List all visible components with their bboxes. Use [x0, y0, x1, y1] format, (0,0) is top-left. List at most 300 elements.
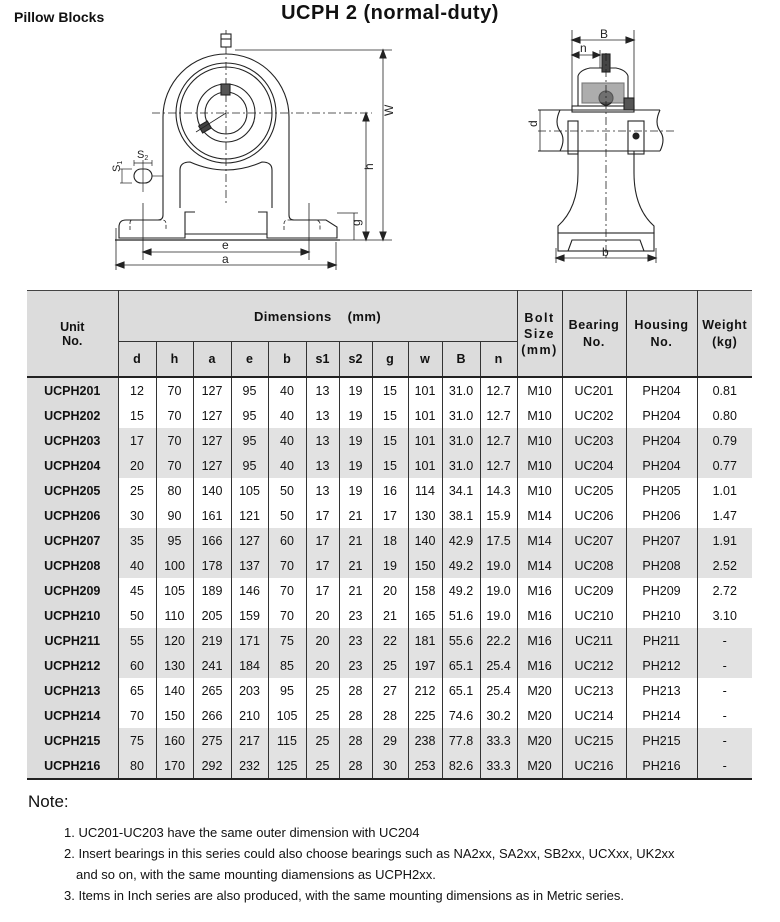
cell-e: 171: [231, 628, 268, 653]
cell-g: 21: [372, 603, 408, 628]
cell-weight: -: [697, 653, 752, 678]
cell-bearing: UC209: [562, 578, 626, 603]
cell-bearing: UC202: [562, 403, 626, 428]
cell-B: 49.2: [442, 553, 480, 578]
cell-bearing: UC214: [562, 703, 626, 728]
notes-title: Note:: [28, 792, 69, 811]
cell-weight: -: [697, 678, 752, 703]
cell-g: 20: [372, 578, 408, 603]
cell-B: 55.6: [442, 628, 480, 653]
cell-s2: 19: [339, 428, 372, 453]
cell-n: 12.7: [480, 453, 517, 478]
cell-e: 95: [231, 377, 268, 403]
header-dim-w: w: [408, 342, 442, 378]
table-row: [27, 553, 752, 578]
cell-weight: 2.52: [697, 553, 752, 578]
cell-weight: -: [697, 728, 752, 753]
table-row: [27, 528, 752, 553]
cell-bearing: UC207: [562, 528, 626, 553]
cell-d: 65: [118, 678, 156, 703]
cell-weight: -: [697, 753, 752, 779]
cell-h: 100: [156, 553, 193, 578]
cell-a: 127: [193, 403, 231, 428]
note-item: [64, 822, 675, 843]
cell-e: 137: [231, 553, 268, 578]
cell-d: 45: [118, 578, 156, 603]
header-housing-no: Housing No.: [626, 291, 697, 378]
cell-s2: 23: [339, 603, 372, 628]
cell-unit: UCPH208: [27, 553, 118, 578]
cell-s1: 17: [306, 503, 339, 528]
cell-s2: 19: [339, 377, 372, 403]
cell-weight: 1.91: [697, 528, 752, 553]
cell-s2: 21: [339, 503, 372, 528]
front-view-drawing: [100, 30, 400, 275]
cell-d: 15: [118, 403, 156, 428]
cell-bearing: UC205: [562, 478, 626, 503]
cell-B: 31.0: [442, 428, 480, 453]
cell-B: 38.1: [442, 503, 480, 528]
cell-unit: UCPH214: [27, 703, 118, 728]
cell-a: 189: [193, 578, 231, 603]
cell-s2: 19: [339, 403, 372, 428]
cell-b: 85: [268, 653, 306, 678]
cell-housing: PH204: [626, 453, 697, 478]
cell-bearing: UC210: [562, 603, 626, 628]
cell-w: 101: [408, 403, 442, 428]
cell-g: 16: [372, 478, 408, 503]
cell-s1: 20: [306, 653, 339, 678]
cell-n: 19.0: [480, 603, 517, 628]
cell-housing: PH209: [626, 578, 697, 603]
cell-w: 181: [408, 628, 442, 653]
cell-e: 95: [231, 403, 268, 428]
cell-g: 22: [372, 628, 408, 653]
cell-a: 219: [193, 628, 231, 653]
header-dim-a: a: [193, 342, 231, 378]
header-dim-B: B: [442, 342, 480, 378]
cell-b: 40: [268, 453, 306, 478]
cell-b: 40: [268, 403, 306, 428]
cell-n: 12.7: [480, 377, 517, 403]
cell-b: 95: [268, 678, 306, 703]
dim-label-d: d: [526, 120, 540, 127]
cell-d: 20: [118, 453, 156, 478]
header-unit-no: Unit No.: [27, 291, 118, 378]
spec-table-container: [27, 290, 752, 780]
cell-w: 225: [408, 703, 442, 728]
cell-w: 150: [408, 553, 442, 578]
cell-bolt: M10: [517, 403, 562, 428]
dim-label-s2: S2: [137, 149, 149, 162]
cell-bolt: M14: [517, 503, 562, 528]
cell-weight: -: [697, 703, 752, 728]
header-dim-s1: s1: [306, 342, 339, 378]
cell-a: 266: [193, 703, 231, 728]
cell-d: 30: [118, 503, 156, 528]
cell-bolt: M16: [517, 653, 562, 678]
cell-b: 50: [268, 478, 306, 503]
cell-housing: PH216: [626, 753, 697, 779]
cell-unit: UCPH203: [27, 428, 118, 453]
cell-d: 75: [118, 728, 156, 753]
cell-b: 70: [268, 578, 306, 603]
cell-unit: UCPH204: [27, 453, 118, 478]
table-row: [27, 503, 752, 528]
cell-w: 101: [408, 453, 442, 478]
cell-housing: PH215: [626, 728, 697, 753]
cell-d: 60: [118, 653, 156, 678]
cell-n: 19.0: [480, 553, 517, 578]
cell-e: 217: [231, 728, 268, 753]
notes-section: [28, 792, 675, 906]
cell-weight: 0.80: [697, 403, 752, 428]
header-bolt-size: Bolt Size (mm): [517, 291, 562, 378]
cell-a: 275: [193, 728, 231, 753]
cell-unit: UCPH205: [27, 478, 118, 503]
dim-label-n: n: [580, 41, 587, 55]
page-title: UCPH 2 (normal-duty): [281, 2, 499, 24]
cell-w: 238: [408, 728, 442, 753]
dim-label-B: B: [600, 28, 609, 41]
cell-h: 95: [156, 528, 193, 553]
cell-B: 77.8: [442, 728, 480, 753]
cell-h: 70: [156, 428, 193, 453]
cell-g: 18: [372, 528, 408, 553]
cell-g: 15: [372, 453, 408, 478]
cell-weight: 2.72: [697, 578, 752, 603]
cell-b: 125: [268, 753, 306, 779]
cell-bearing: UC216: [562, 753, 626, 779]
note-item: [64, 885, 675, 906]
cell-s1: 17: [306, 578, 339, 603]
cell-n: 22.2: [480, 628, 517, 653]
cell-unit: UCPH210: [27, 603, 118, 628]
header-dim-s2: s2: [339, 342, 372, 378]
cell-n: 33.3: [480, 728, 517, 753]
header-dim-b: b: [268, 342, 306, 378]
cell-s2: 23: [339, 628, 372, 653]
cell-b: 105: [268, 703, 306, 728]
cell-e: 146: [231, 578, 268, 603]
table-row: [27, 377, 752, 403]
cell-bolt: M14: [517, 553, 562, 578]
cell-e: 105: [231, 478, 268, 503]
cell-housing: PH214: [626, 703, 697, 728]
cell-unit: UCPH206: [27, 503, 118, 528]
table-row: [27, 603, 752, 628]
header-weight: Weight (kg): [697, 291, 752, 378]
cell-g: 15: [372, 428, 408, 453]
cell-s1: 25: [306, 753, 339, 779]
cell-w: 158: [408, 578, 442, 603]
cell-bolt: M16: [517, 578, 562, 603]
cell-a: 205: [193, 603, 231, 628]
cell-unit: UCPH201: [27, 377, 118, 403]
table-row: [27, 578, 752, 603]
cell-bearing: UC215: [562, 728, 626, 753]
dim-label-b: b: [602, 245, 609, 259]
cell-housing: PH204: [626, 428, 697, 453]
cell-b: 40: [268, 428, 306, 453]
cell-a: 166: [193, 528, 231, 553]
table-row: [27, 753, 752, 779]
cell-n: 12.7: [480, 428, 517, 453]
cell-B: 51.6: [442, 603, 480, 628]
cell-s1: 20: [306, 603, 339, 628]
cell-bolt: M10: [517, 377, 562, 403]
cell-a: 127: [193, 377, 231, 403]
cell-b: 70: [268, 553, 306, 578]
cell-s1: 17: [306, 528, 339, 553]
cell-w: 253: [408, 753, 442, 779]
table-row: [27, 628, 752, 653]
header-dim-n: n: [480, 342, 517, 378]
table-row: [27, 478, 752, 503]
cell-h: 110: [156, 603, 193, 628]
cell-w: 140: [408, 528, 442, 553]
cell-s2: 28: [339, 728, 372, 753]
cell-bolt: M10: [517, 428, 562, 453]
cell-unit: UCPH216: [27, 753, 118, 779]
cell-housing: PH213: [626, 678, 697, 703]
cell-s1: 25: [306, 728, 339, 753]
cell-s2: 21: [339, 578, 372, 603]
cell-h: 140: [156, 678, 193, 703]
cell-e: 184: [231, 653, 268, 678]
table-row: [27, 728, 752, 753]
cell-housing: PH211: [626, 628, 697, 653]
cell-g: 15: [372, 403, 408, 428]
cell-s1: 13: [306, 478, 339, 503]
note-text: 3. Items in Inch series are also produced, with the same mounting dimensions as in Metric series.: [64, 888, 624, 903]
cell-b: 40: [268, 377, 306, 403]
cell-n: 19.0: [480, 578, 517, 603]
cell-h: 70: [156, 377, 193, 403]
table-row: [27, 453, 752, 478]
cell-unit: UCPH215: [27, 728, 118, 753]
header-dim-e: e: [231, 342, 268, 378]
cell-w: 114: [408, 478, 442, 503]
cell-s1: 13: [306, 453, 339, 478]
cell-e: 210: [231, 703, 268, 728]
cell-housing: PH204: [626, 403, 697, 428]
cell-B: 31.0: [442, 377, 480, 403]
cell-housing: PH208: [626, 553, 697, 578]
dim-label-s1: S1: [111, 160, 124, 172]
cell-weight: 3.10: [697, 603, 752, 628]
cell-g: 30: [372, 753, 408, 779]
cell-s1: 25: [306, 678, 339, 703]
cell-bolt: M10: [517, 478, 562, 503]
cell-s1: 20: [306, 628, 339, 653]
cell-b: 75: [268, 628, 306, 653]
cell-g: 15: [372, 377, 408, 403]
cell-bolt: M10: [517, 453, 562, 478]
cell-b: 50: [268, 503, 306, 528]
note-text: 1. UC201-UC203 have the same outer dimension with UC204: [64, 825, 420, 840]
cell-B: 42.9: [442, 528, 480, 553]
cell-weight: 1.47: [697, 503, 752, 528]
cell-s2: 28: [339, 703, 372, 728]
cell-bolt: M20: [517, 728, 562, 753]
cell-s1: 13: [306, 403, 339, 428]
notes-list: [28, 822, 675, 906]
cell-housing: PH210: [626, 603, 697, 628]
cell-bolt: M20: [517, 703, 562, 728]
cell-d: 17: [118, 428, 156, 453]
cell-s2: 21: [339, 553, 372, 578]
cell-e: 159: [231, 603, 268, 628]
cell-h: 80: [156, 478, 193, 503]
side-view-drawing: [520, 28, 680, 263]
cell-a: 127: [193, 428, 231, 453]
cell-unit: UCPH209: [27, 578, 118, 603]
cell-w: 101: [408, 377, 442, 403]
table-row: [27, 653, 752, 678]
cell-h: 150: [156, 703, 193, 728]
cell-b: 70: [268, 603, 306, 628]
cell-g: 27: [372, 678, 408, 703]
cell-d: 35: [118, 528, 156, 553]
cell-B: 34.1: [442, 478, 480, 503]
dim-label-e: e: [222, 238, 229, 252]
cell-h: 170: [156, 753, 193, 779]
cell-unit: UCPH213: [27, 678, 118, 703]
cell-w: 197: [408, 653, 442, 678]
cell-h: 70: [156, 453, 193, 478]
cell-housing: PH206: [626, 503, 697, 528]
cell-s2: 19: [339, 478, 372, 503]
cell-w: 212: [408, 678, 442, 703]
cell-n: 25.4: [480, 653, 517, 678]
cell-e: 232: [231, 753, 268, 779]
cell-bearing: UC203: [562, 428, 626, 453]
dim-label-W: W: [382, 104, 396, 116]
cell-w: 130: [408, 503, 442, 528]
cell-B: 31.0: [442, 403, 480, 428]
header-dim-h: h: [156, 342, 193, 378]
cell-unit: UCPH212: [27, 653, 118, 678]
cell-n: 30.2: [480, 703, 517, 728]
cell-bolt: M14: [517, 528, 562, 553]
table-row: [27, 678, 752, 703]
cell-n: 12.7: [480, 403, 517, 428]
cell-bearing: UC201: [562, 377, 626, 403]
cell-b: 115: [268, 728, 306, 753]
cell-s2: 28: [339, 753, 372, 779]
cell-a: 292: [193, 753, 231, 779]
cell-B: 74.6: [442, 703, 480, 728]
cell-s2: 21: [339, 528, 372, 553]
cell-bearing: UC212: [562, 653, 626, 678]
cell-h: 160: [156, 728, 193, 753]
cell-weight: 0.81: [697, 377, 752, 403]
cell-bearing: UC208: [562, 553, 626, 578]
cell-g: 29: [372, 728, 408, 753]
cell-bolt: M20: [517, 678, 562, 703]
cell-unit: UCPH211: [27, 628, 118, 653]
note-text: 2. Insert bearings in this series could also choose bearings such as NA2xx, SA2xx, SB2xx, UCXxx, UK2xx: [64, 846, 675, 861]
spec-table: [27, 290, 752, 780]
cell-a: 265: [193, 678, 231, 703]
cell-a: 178: [193, 553, 231, 578]
cell-d: 12: [118, 377, 156, 403]
cell-d: 55: [118, 628, 156, 653]
cell-w: 101: [408, 428, 442, 453]
cell-unit: UCPH202: [27, 403, 118, 428]
cell-h: 120: [156, 628, 193, 653]
cell-bolt: M16: [517, 628, 562, 653]
cell-B: 82.6: [442, 753, 480, 779]
cell-n: 25.4: [480, 678, 517, 703]
cell-s1: 13: [306, 377, 339, 403]
cell-housing: PH207: [626, 528, 697, 553]
cell-weight: -: [697, 628, 752, 653]
cell-s1: 25: [306, 703, 339, 728]
cell-bolt: M20: [517, 753, 562, 779]
cell-weight: 1.01: [697, 478, 752, 503]
cell-n: 17.5: [480, 528, 517, 553]
note-continuation: and so on, with the same mounting diamensions as UCPH2xx.: [76, 867, 436, 882]
cell-d: 25: [118, 478, 156, 503]
cell-B: 49.2: [442, 578, 480, 603]
category-label: Pillow Blocks: [14, 9, 105, 25]
cell-h: 90: [156, 503, 193, 528]
header-dim-d: d: [118, 342, 156, 378]
cell-e: 203: [231, 678, 268, 703]
header-dim-g: g: [372, 342, 408, 378]
note-item: [64, 843, 675, 885]
cell-weight: 0.79: [697, 428, 752, 453]
cell-d: 50: [118, 603, 156, 628]
cell-g: 28: [372, 703, 408, 728]
cell-n: 14.3: [480, 478, 517, 503]
table-row: [27, 403, 752, 428]
cell-housing: PH204: [626, 377, 697, 403]
cell-a: 140: [193, 478, 231, 503]
cell-weight: 0.77: [697, 453, 752, 478]
cell-d: 70: [118, 703, 156, 728]
cell-h: 70: [156, 403, 193, 428]
dim-label-h: h: [362, 163, 376, 170]
cell-h: 105: [156, 578, 193, 603]
cell-e: 95: [231, 428, 268, 453]
header-bearing-no: Bearing No.: [562, 291, 626, 378]
cell-bearing: UC213: [562, 678, 626, 703]
cell-a: 161: [193, 503, 231, 528]
cell-a: 127: [193, 453, 231, 478]
cell-h: 130: [156, 653, 193, 678]
cell-w: 165: [408, 603, 442, 628]
cell-a: 241: [193, 653, 231, 678]
cell-s1: 17: [306, 553, 339, 578]
cell-housing: PH205: [626, 478, 697, 503]
dim-label-g: g: [349, 219, 363, 226]
cell-e: 95: [231, 453, 268, 478]
cell-g: 17: [372, 503, 408, 528]
cell-bearing: UC206: [562, 503, 626, 528]
cell-e: 127: [231, 528, 268, 553]
cell-s1: 13: [306, 428, 339, 453]
cell-B: 31.0: [442, 453, 480, 478]
cell-bolt: M16: [517, 603, 562, 628]
cell-n: 15.9: [480, 503, 517, 528]
cell-s2: 23: [339, 653, 372, 678]
table-row: [27, 703, 752, 728]
cell-bearing: UC211: [562, 628, 626, 653]
cell-d: 40: [118, 553, 156, 578]
